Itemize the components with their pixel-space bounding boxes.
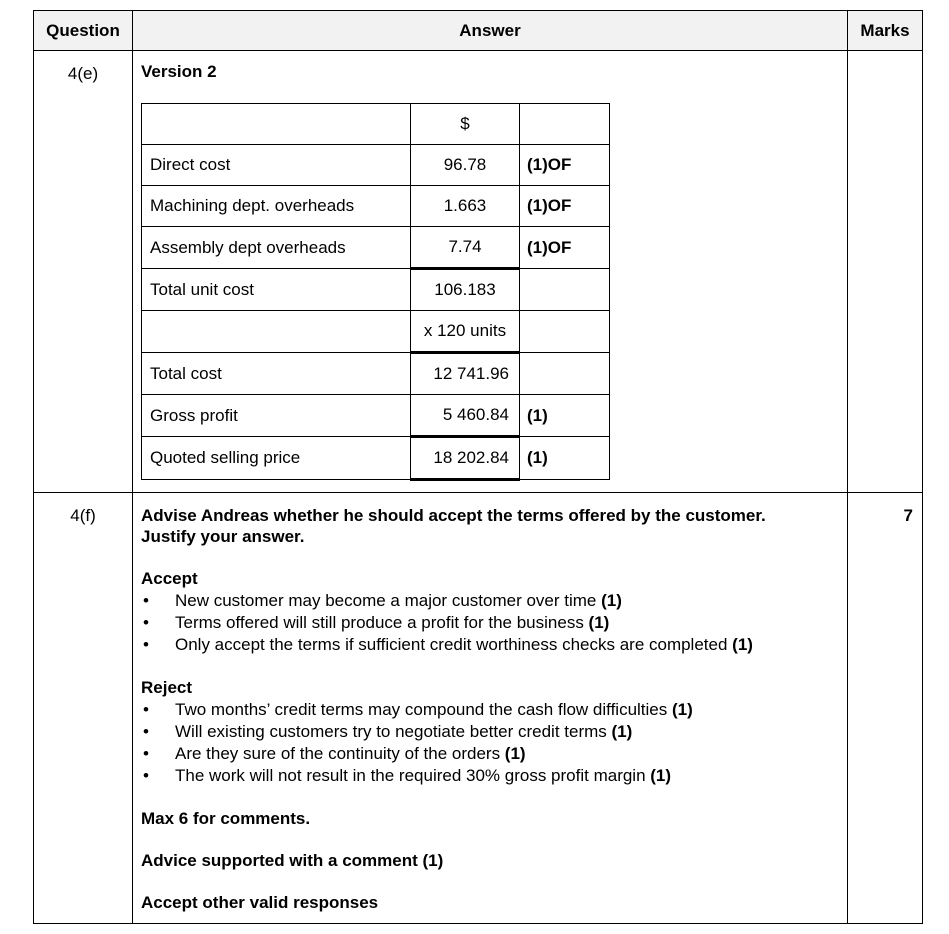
accept-heading: Accept [141, 569, 198, 588]
prompt-line-1: Advise Andreas whether he should accept the terms offered by the customer. [141, 506, 766, 525]
row-mark: (1) [520, 437, 610, 480]
row-value: 5 460.84 [411, 395, 520, 437]
answer-header: Answer [133, 11, 848, 51]
costing-row-machining [142, 186, 610, 227]
row-label: Quoted selling price [142, 437, 411, 480]
row-value: 7.74 [411, 227, 520, 269]
row-value: 12 741.96 [411, 353, 520, 395]
row-label: Machining dept. overheads [142, 186, 411, 227]
row-label [142, 311, 411, 353]
costing-row-quoted-selling-price [142, 437, 610, 480]
answer-cell [133, 51, 848, 493]
marks-header: Marks [848, 11, 923, 51]
row-label: Gross profit [142, 395, 411, 437]
question-row-4e [34, 51, 923, 493]
note-advice: Advice supported with a comment (1) [141, 851, 444, 870]
header-row [34, 11, 923, 51]
answer-cell [133, 493, 848, 924]
costing-header-row [142, 104, 610, 145]
note-other-responses: Accept other valid responses [141, 893, 379, 912]
question-number: 4(f) [34, 493, 133, 924]
row-label: Direct cost [142, 145, 411, 186]
costing-row-total-unit-cost [142, 269, 610, 311]
costing-row-assembly [142, 227, 610, 269]
row-mark: (1) [520, 395, 610, 437]
version-title: Version 2 [141, 62, 217, 81]
row-value: 96.78 [411, 145, 520, 186]
row-label: Total cost [142, 353, 411, 395]
costing-row-gross-profit [142, 395, 610, 437]
row-label: Assembly dept overheads [142, 227, 411, 269]
question-header: Question [34, 11, 133, 51]
costing-row-units [142, 311, 610, 353]
costing-table [141, 103, 610, 481]
reject-heading: Reject [141, 678, 193, 697]
row-label: Total unit cost [142, 269, 411, 311]
row-mark: (1)OF [520, 227, 610, 269]
accept-list [141, 590, 839, 656]
costing-header-currency: $ [411, 104, 520, 145]
list-item: • Are they sure of the continuity of the orders (1) [141, 743, 839, 765]
row-mark: (1)OF [520, 186, 610, 227]
marks-cell [848, 51, 923, 493]
note-max-marks: Max 6 for comments. [141, 809, 311, 828]
row-mark: (1)OF [520, 145, 610, 186]
costing-header-mark [520, 104, 610, 145]
marks-cell: 7 [848, 493, 923, 924]
row-value: 1.663 [411, 186, 520, 227]
row-mark [520, 353, 610, 395]
costing-row-total-cost [142, 353, 610, 395]
reject-list [141, 699, 839, 787]
list-item: • Terms offered will still produce a profit for the business (1) [141, 612, 839, 634]
list-item: • Two months’ credit terms may compound the cash flow difficulties (1) [141, 699, 839, 721]
prompt-line-2: Justify your answer. [141, 527, 305, 546]
row-value: 18 202.84 [411, 437, 520, 480]
costing-row-direct-cost [142, 145, 610, 186]
list-item: • New customer may become a major customer over time (1) [141, 590, 839, 612]
mark-scheme-table [33, 10, 923, 924]
row-value: 106.183 [411, 269, 520, 311]
row-mark [520, 311, 610, 353]
row-value: x 120 units [411, 311, 520, 353]
question-row-4f [34, 493, 923, 924]
costing-header-label [142, 104, 411, 145]
list-item: • Only accept the terms if sufficient credit worthiness checks are completed (1) [141, 634, 839, 656]
list-item: • The work will not result in the required 30% gross profit margin (1) [141, 765, 839, 787]
list-item: • Will existing customers try to negotiate better credit terms (1) [141, 721, 839, 743]
row-mark [520, 269, 610, 311]
question-number: 4(e) [34, 51, 133, 493]
